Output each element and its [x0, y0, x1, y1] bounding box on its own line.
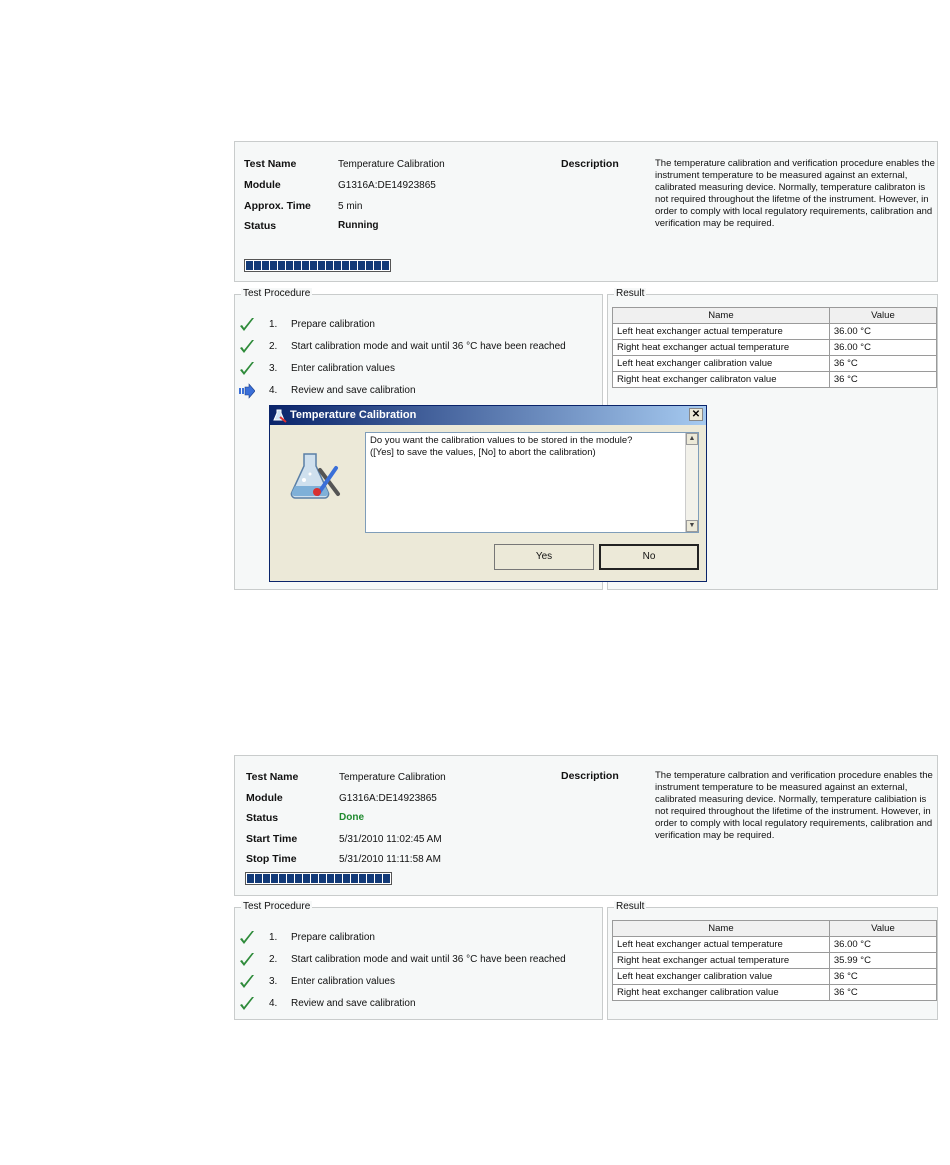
label-module: Module: [246, 792, 283, 804]
header-name: Name: [613, 308, 830, 324]
progress-segment: [295, 874, 302, 883]
progress-segment: [255, 874, 262, 883]
progress-segment: [343, 874, 350, 883]
progress-segment: [287, 874, 294, 883]
header-value: Value: [829, 308, 936, 324]
test-info-panel-2: [234, 755, 938, 896]
value-stop-time: 5/31/2010 11:11:58 AM: [339, 854, 441, 865]
progress-segment: [303, 874, 310, 883]
step-number: 4.: [269, 385, 278, 396]
progress-segment: [254, 261, 261, 270]
table-row: [613, 985, 937, 1001]
result-name-cell: Right heat exchanger actual temperature: [613, 953, 830, 969]
result-title: Result: [616, 288, 645, 299]
progress-segment: [319, 874, 326, 883]
progress-segment: [270, 261, 277, 270]
progress-segment: [374, 261, 381, 270]
table-row: [613, 969, 937, 985]
label-test-name: Test Name: [246, 771, 299, 783]
table-row: [613, 340, 937, 356]
checkmark-icon: [239, 974, 255, 990]
result-value-cell: 36.00 °C: [829, 340, 936, 356]
step-number: 4.: [269, 998, 278, 1009]
checkmark-icon: [239, 996, 255, 1012]
label-description: Description: [561, 770, 619, 782]
result-name-cell: Right heat exchanger calibraton value: [613, 372, 830, 388]
calibration-flask-icon: [290, 450, 342, 500]
value-status: Done: [339, 812, 364, 823]
checkmark-icon: [239, 339, 255, 355]
progress-segment: [311, 874, 318, 883]
checkmark-icon: [239, 361, 255, 377]
result-name-cell: Right heat exchanger calibration value: [613, 985, 830, 1001]
progress-segment: [342, 261, 349, 270]
result-group-2: [607, 901, 938, 1020]
progress-segment: [247, 874, 254, 883]
description-text: The temperature calibration and verification procedure enables the instrument temperature to be measured against an external, calibrated measuring device. Normally, temperature calibraton is not required throughout the lifetme of the instrument. However, in order to comply with local regulatory requirements, calibration and verification may be required.: [655, 158, 935, 229]
result-value-cell: 36.00 °C: [829, 324, 936, 340]
step-text: Start calibration mode and wait until 36 °C have been reached: [291, 954, 566, 965]
result-value-cell: 36.00 °C: [829, 937, 936, 953]
checkmark-icon: [239, 317, 255, 333]
progress-segment: [302, 261, 309, 270]
step-text: Prepare calibration: [291, 319, 375, 330]
progress-segment: [351, 874, 358, 883]
label-stop-time: Stop Time: [246, 853, 297, 865]
progress-segment: [286, 261, 293, 270]
step-text: Enter calibration values: [291, 363, 395, 374]
result-value-cell: 35.99 °C: [829, 953, 936, 969]
table-row: [613, 953, 937, 969]
label-approx-time: Approx. Time: [244, 200, 311, 212]
yes-button[interactable]: Yes: [494, 544, 594, 570]
confirm-dialog: [269, 405, 707, 582]
label-test-name: Test Name: [244, 158, 297, 170]
result-value-cell: 36 °C: [829, 372, 936, 388]
result-name-cell: Left heat exchanger calibration value: [613, 356, 830, 372]
result-title: Result: [616, 901, 645, 912]
value-status: Running: [338, 220, 379, 231]
table-row: [613, 356, 937, 372]
no-button[interactable]: No: [599, 544, 699, 570]
progress-segment: [318, 261, 325, 270]
value-module: G1316A:DE14923865: [338, 180, 436, 191]
progress-segment: [271, 874, 278, 883]
dialog-message-line1: Do you want the calibration values to be stored in the module?: [370, 435, 633, 446]
step-text: Review and save calibration: [291, 998, 416, 1009]
result-header-row: [613, 921, 937, 937]
result-value-cell: 36 °C: [829, 985, 936, 1001]
label-module: Module: [244, 179, 281, 191]
result-name-cell: Left heat exchanger calibration value: [613, 969, 830, 985]
test-procedure-group-2: [234, 901, 603, 1020]
step-number: 1.: [269, 319, 278, 330]
flask-tools-icon: [273, 409, 287, 423]
value-module: G1316A:DE14923865: [339, 793, 437, 804]
step-text: Start calibration mode and wait until 36 °C have been reached: [291, 341, 566, 352]
step-number: 3.: [269, 976, 278, 987]
label-status: Status: [246, 812, 279, 824]
progress-segment: [367, 874, 374, 883]
table-row: [613, 324, 937, 340]
result-table: [612, 920, 937, 1001]
message-textarea[interactable]: [365, 432, 699, 533]
progress-segment: [383, 874, 390, 883]
result-table: [612, 307, 937, 388]
result-value-cell: 36 °C: [829, 356, 936, 372]
test-procedure-title: Test Procedure: [243, 901, 311, 912]
step-number: 2.: [269, 954, 278, 965]
dialog-titlebar[interactable]: [270, 406, 706, 425]
progress-segment: [246, 261, 253, 270]
description-text: The temperature calbration and verification procedure enables the instrument temperature to be measured against an external, calibrated measuring device. Normally, temperature calibiation is not required throughout the lifetime of the instrument. However, in order to comply with local regulatory requirements, calibration and verification may be required.: [655, 770, 933, 841]
checkmark-icon: [239, 930, 255, 946]
step-number: 3.: [269, 363, 278, 374]
label-start-time: Start Time: [246, 833, 298, 845]
progress-segment: [294, 261, 301, 270]
arrow-right-icon: [239, 383, 255, 399]
label-status: Status: [244, 220, 277, 232]
progress-segment: [359, 874, 366, 883]
progress-segment: [335, 874, 342, 883]
step-text: Prepare calibration: [291, 932, 375, 943]
progress-segment: [263, 874, 270, 883]
result-name-cell: Right heat exchanger actual temperature: [613, 340, 830, 356]
step-number: 1.: [269, 932, 278, 943]
header-value: Value: [829, 921, 936, 937]
table-row: [613, 937, 937, 953]
progress-bar: [244, 259, 391, 272]
result-value-cell: 36 °C: [829, 969, 936, 985]
progress-bar: [245, 872, 392, 885]
value-approx-time: 5 min: [338, 201, 363, 212]
step-text: Enter calibration values: [291, 976, 395, 987]
progress-segment: [326, 261, 333, 270]
progress-segment: [358, 261, 365, 270]
value-test-name: Temperature Calibration: [338, 159, 445, 170]
progress-segment: [327, 874, 334, 883]
value-test-name: Temperature Calibration: [339, 772, 446, 783]
checkmark-icon: [239, 952, 255, 968]
dialog-message-line2: ([Yes] to save the values, [No] to abort the calibration): [370, 447, 596, 458]
progress-segment: [279, 874, 286, 883]
result-header-row: [613, 308, 937, 324]
progress-segment: [366, 261, 373, 270]
progress-segment: [310, 261, 317, 270]
progress-segment: [375, 874, 382, 883]
progress-segment: [350, 261, 357, 270]
dialog-title: Temperature Calibration: [290, 409, 417, 421]
step-text: Review and save calibration: [291, 385, 416, 396]
test-info-panel-1: [234, 141, 938, 282]
label-description: Description: [561, 158, 619, 170]
progress-segment: [334, 261, 341, 270]
progress-segment: [262, 261, 269, 270]
result-name-cell: Left heat exchanger actual temperature: [613, 324, 830, 340]
value-start-time: 5/31/2010 11:02:45 AM: [339, 834, 442, 845]
test-procedure-title: Test Procedure: [243, 288, 311, 299]
progress-segment: [382, 261, 389, 270]
close-icon[interactable]: ✕: [689, 408, 703, 421]
step-number: 2.: [269, 341, 278, 352]
header-name: Name: [613, 921, 830, 937]
dialog-message: [370, 435, 680, 459]
scroll-down-icon[interactable]: ▼: [686, 520, 698, 532]
result-name-cell: Left heat exchanger actual temperature: [613, 937, 830, 953]
table-row: [613, 372, 937, 388]
scroll-up-icon[interactable]: ▲: [686, 433, 698, 445]
message-scrollbar[interactable]: [685, 433, 698, 532]
progress-segment: [278, 261, 285, 270]
